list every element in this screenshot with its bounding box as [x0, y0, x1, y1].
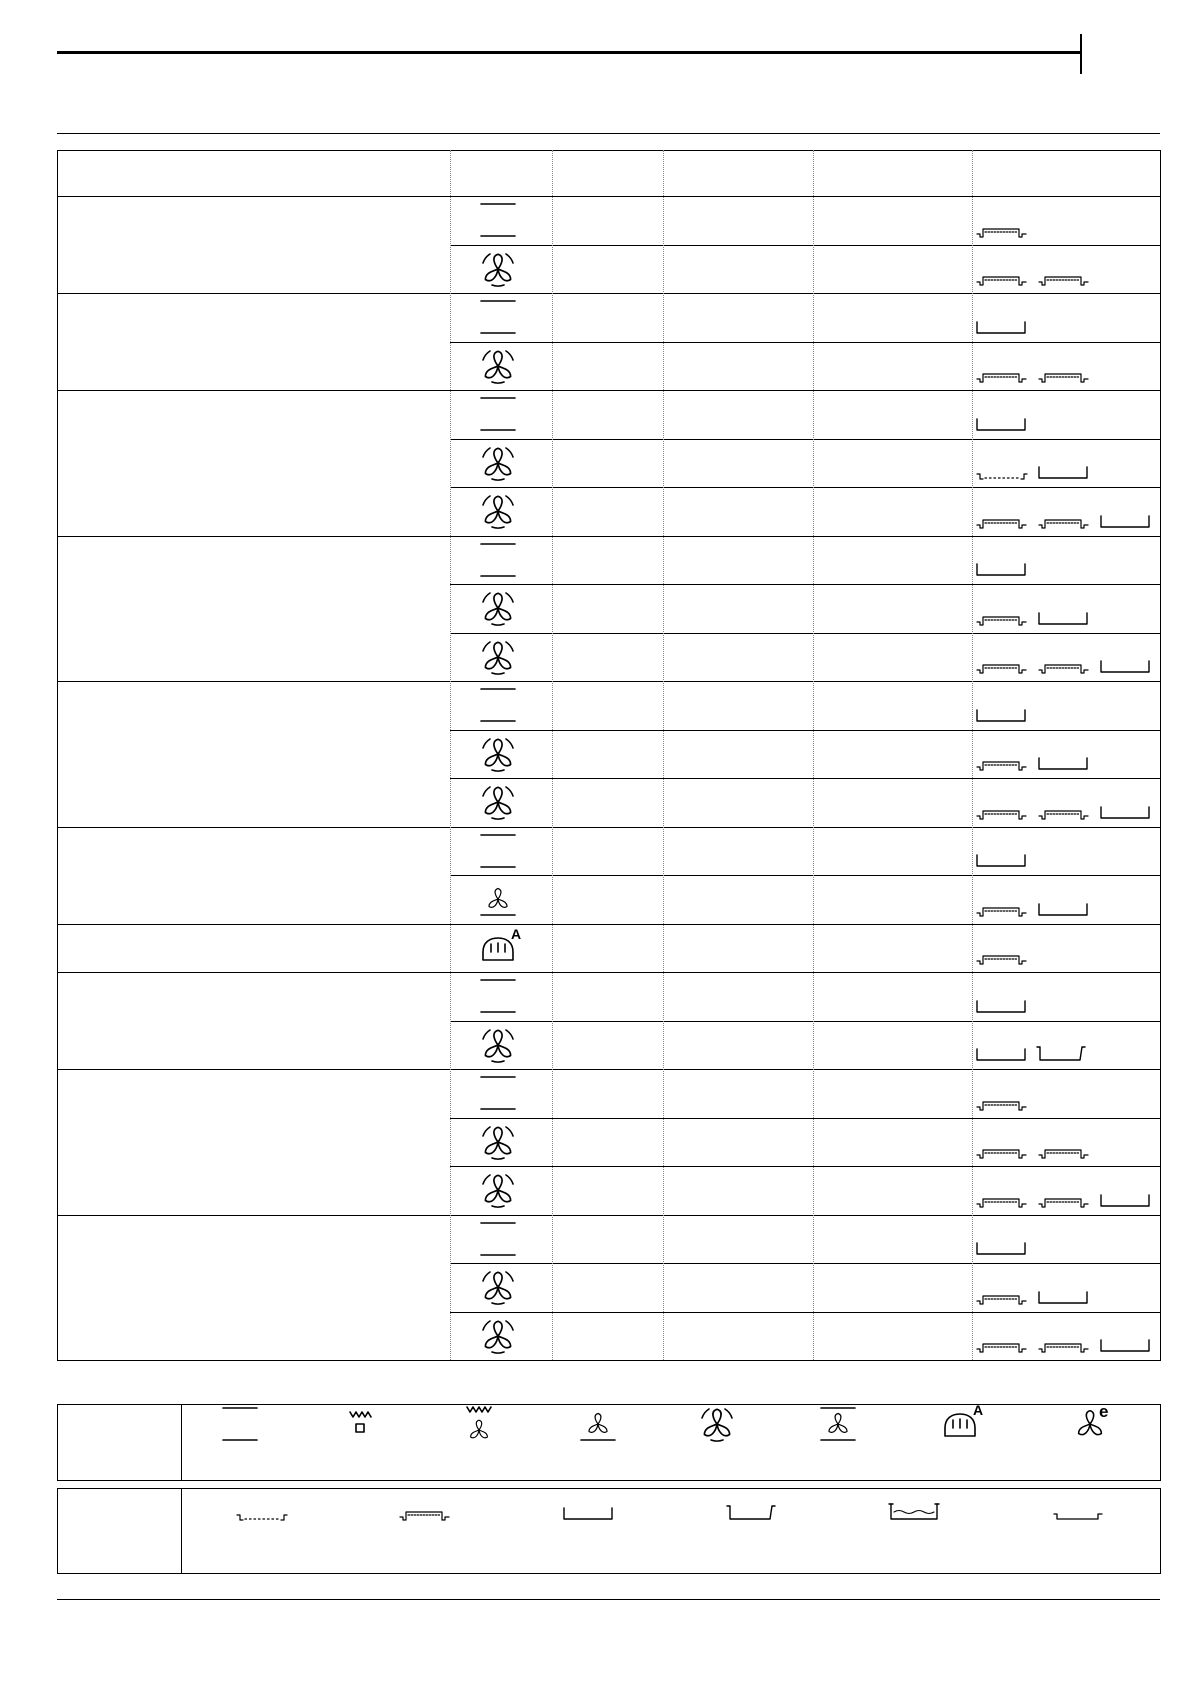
baking-pan-icon	[1101, 516, 1149, 527]
tray-flat-icon	[1039, 1150, 1088, 1158]
baking-pan-icon	[977, 322, 1025, 333]
group-divider	[57, 972, 1160, 973]
table-header-divider	[57, 196, 1160, 197]
accessory-icons	[977, 944, 1177, 966]
accessory-icons	[977, 508, 1177, 530]
fan-top-bottom-heat-icon	[815, 1402, 861, 1446]
top-bottom-heat-icon	[476, 540, 520, 580]
fan-icon	[476, 1170, 520, 1210]
tray-flat-icon	[1039, 1199, 1088, 1207]
tray-flat-icon	[977, 665, 1026, 673]
row-divider	[450, 584, 1160, 585]
header-rule-tick	[1080, 34, 1082, 74]
tray-flat-icon	[977, 956, 1026, 964]
row-divider	[450, 633, 1160, 634]
top-bottom-heat-icon	[476, 831, 520, 871]
fan-icon	[476, 782, 520, 822]
accessory-icons	[977, 847, 1177, 869]
legend-border-bottom	[57, 1480, 1160, 1481]
row-divider	[450, 1166, 1160, 1167]
tray-flat-icon	[977, 374, 1026, 382]
accessory-icons	[977, 1138, 1177, 1160]
tray-flat-icon	[400, 1512, 449, 1520]
fan-bottom-heat-icon	[575, 1402, 621, 1446]
accessory-icons	[977, 1187, 1177, 1209]
column-divider	[663, 150, 664, 1360]
fan-icon	[476, 249, 520, 289]
fan-icon	[476, 1025, 520, 1065]
row-divider	[450, 1312, 1160, 1313]
tray-flat-icon	[1039, 665, 1088, 673]
row-divider	[450, 730, 1160, 731]
baking-pan-icon	[977, 710, 1025, 721]
group-divider	[57, 681, 1160, 682]
row-divider	[450, 778, 1160, 779]
top-bottom-heat-icon	[476, 1219, 520, 1259]
header-rule	[57, 51, 1082, 54]
grill-fan-icon	[456, 1402, 502, 1446]
legend-border-left	[57, 1404, 58, 1480]
fan-icon	[476, 346, 520, 386]
top-bottom-heat-icon	[476, 297, 520, 337]
bread-auto-icon	[937, 1402, 983, 1446]
accessory-icons	[977, 1284, 1177, 1306]
tray-flat-icon	[977, 1150, 1026, 1158]
tray-flat-icon	[1039, 1344, 1088, 1352]
group-divider	[57, 924, 1160, 925]
wire-rack-icon	[237, 1515, 287, 1520]
accessory-icons	[977, 362, 1177, 384]
legend-border-top	[57, 1488, 1160, 1489]
fan-icon	[476, 443, 520, 483]
table-right-border	[1160, 150, 1161, 1361]
fan-icon	[476, 588, 520, 628]
fan-icon	[694, 1402, 740, 1446]
baking-pan-icon	[977, 1243, 1025, 1254]
accessory-icons	[977, 1090, 1177, 1112]
baking-pan-icon	[1101, 807, 1149, 818]
tray-flat-icon	[1039, 374, 1088, 382]
tray-flat-icon	[977, 1102, 1026, 1110]
baking-pan-icon	[1039, 1292, 1087, 1303]
baking-pan-icon	[1039, 758, 1087, 769]
legend-border-right	[1160, 1404, 1161, 1481]
baking-pan-icon	[1101, 1340, 1149, 1351]
accessory-icons	[977, 1235, 1177, 1257]
accessory-icons	[977, 702, 1177, 724]
row-divider	[450, 1021, 1160, 1022]
tray-flat-icon	[977, 277, 1026, 285]
deep-pan-icon	[727, 1506, 775, 1519]
grill-small-area-icon	[337, 1402, 383, 1446]
group-divider	[57, 293, 1160, 294]
tray-flat-icon	[977, 811, 1026, 819]
column-divider	[813, 150, 814, 1360]
tray-flat-icon	[977, 1344, 1026, 1352]
legend-split	[181, 1488, 182, 1573]
accessory-icons	[977, 556, 1177, 578]
tray-flat-icon	[977, 229, 1026, 237]
baking-pan-icon	[977, 855, 1025, 866]
group-divider	[57, 827, 1160, 828]
top-bottom-heat-icon	[476, 976, 520, 1016]
top-bottom-heat-icon	[476, 1073, 520, 1113]
top-bottom-heat-icon	[476, 394, 520, 434]
group-divider	[57, 1069, 1160, 1070]
tray-flat-icon	[977, 520, 1026, 528]
legend-border-bottom	[57, 1573, 1160, 1574]
row-divider	[450, 1118, 1160, 1119]
accessory-icons	[977, 411, 1177, 433]
row-divider	[450, 439, 1160, 440]
column-divider	[972, 150, 973, 1360]
legend-border-left	[57, 1488, 58, 1573]
accessory-icons	[977, 217, 1177, 239]
fan-icon	[476, 1122, 520, 1162]
group-divider	[57, 1360, 1160, 1361]
fan-bottom-heat-icon	[476, 879, 520, 919]
group-divider	[57, 390, 1160, 391]
accessory-icons	[977, 653, 1177, 675]
bread-auto-letter: A	[973, 1402, 984, 1418]
row-divider	[450, 245, 1160, 246]
accessory-icons	[977, 1332, 1177, 1354]
accessory-icons	[977, 265, 1177, 287]
fan-icon	[476, 734, 520, 774]
baking-pan-icon	[977, 564, 1025, 575]
top-bottom-heat-icon	[476, 685, 520, 725]
tray-flat-icon	[977, 762, 1026, 770]
accessory-icons	[977, 993, 1177, 1015]
tray-flat-icon	[1039, 277, 1088, 285]
top-bottom-heat-icon	[476, 200, 520, 240]
shallow-tray-icon	[1054, 1514, 1102, 1519]
row-divider	[450, 1263, 1160, 1264]
wire-rack-icon	[977, 474, 1027, 479]
tray-flat-icon	[1039, 520, 1088, 528]
footer-rule	[57, 1599, 1160, 1600]
tray-flat-icon	[977, 908, 1026, 916]
baking-pan-icon	[1101, 661, 1149, 672]
fan-icon	[476, 637, 520, 677]
top-bottom-heat-icon	[217, 1402, 263, 1446]
bread-auto-letter: A	[511, 925, 522, 942]
eco-fan-icon	[1067, 1402, 1113, 1446]
accessory-icons	[1054, 1500, 1191, 1522]
tray-flat-icon	[977, 1199, 1026, 1207]
water-pan-icon	[889, 1504, 939, 1519]
baking-pan-icon	[977, 1049, 1025, 1060]
section-rule	[57, 133, 1160, 134]
baking-pan-icon	[1039, 613, 1087, 624]
row-divider	[450, 342, 1160, 343]
bread-auto-icon	[476, 925, 522, 968]
table-top-border	[57, 150, 1160, 151]
accessory-icons	[977, 1041, 1177, 1063]
tray-flat-icon	[977, 617, 1026, 625]
baking-pan-icon	[1039, 904, 1087, 915]
accessory-icons	[977, 896, 1177, 918]
eco-letter: e	[1099, 1402, 1109, 1421]
baking-pan-icon	[564, 1508, 612, 1519]
accessory-icons	[977, 459, 1177, 481]
accessory-icons	[977, 314, 1177, 336]
baking-pan-icon	[1039, 467, 1087, 478]
row-divider	[450, 875, 1160, 876]
fan-icon	[476, 491, 520, 531]
baking-pan-icon	[1101, 1195, 1149, 1206]
tray-flat-icon	[1039, 811, 1088, 819]
accessory-icons	[977, 605, 1177, 627]
fan-icon	[476, 1267, 520, 1307]
column-divider	[450, 150, 451, 1360]
baking-pan-icon	[977, 1001, 1025, 1012]
tray-flat-icon	[977, 1296, 1026, 1304]
row-divider	[450, 487, 1160, 488]
deep-pan-icon	[1037, 1047, 1085, 1060]
accessory-icons	[977, 799, 1177, 821]
fan-icon	[476, 1316, 520, 1356]
group-divider	[57, 1215, 1160, 1216]
accessory-icons	[977, 750, 1177, 772]
column-divider	[552, 150, 553, 1360]
group-divider	[57, 536, 1160, 537]
table-left-border	[57, 150, 58, 1360]
baking-pan-icon	[977, 419, 1025, 430]
legend-split	[181, 1404, 182, 1480]
